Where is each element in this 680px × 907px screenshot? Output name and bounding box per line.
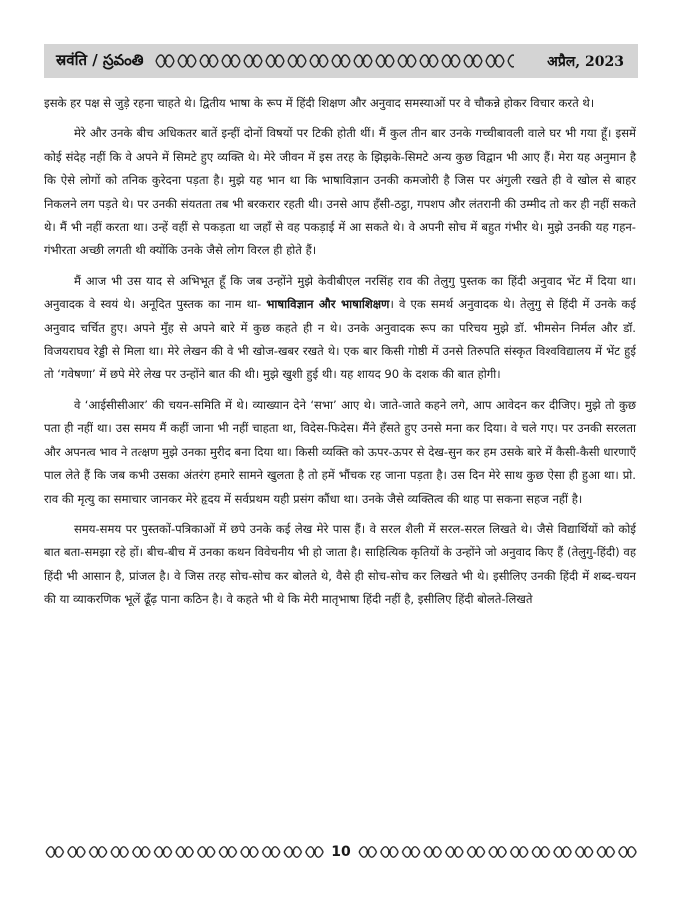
- article-body: [44, 92, 636, 619]
- paragraph: वे ‘आईसीसीआर’ की चयन-समिति में थे। व्याख्यान देने ‘सभा’ आए थे। जाते-जाते कहने लगे, आप आवेदन कर दीजिए। मुझे तो कुछ पता ही नहीं था। उस समय मैं कहीं जाना भी नहीं चाहता था, विदेस-फिदेस। मैंने हँसते हुए उनसे मना कर दिया। वे चले गए। पर उनकी सरलता और अपनत्व भाव ने तत्क्षण मुझे उनका मुरीद बना दिया था। किसी व्यक्ति को ऊपर-ऊपर से देख-सुन कर हम उसके बारे में कैसी-कैसी धारणाएँ पाल लेते हैं कि जब कभी उसका अंतरंग हमारे सामने खुलता है तो हमें भौंचक रह जाना पड़ता है। उस दिन मेरे साथ कुछ ऐसा ही हुआ था। प्रो. राव की मृत्यु का समाचार जानकर मेरे हृदय में सर्वप्रथम यही प्रसंग कौंधा था। उनके जैसे व्यक्तित्व की थाह पा सकना सहज नहीं है।: [44, 397, 636, 506]
- issue-date: अप्रैल, 2023: [547, 53, 624, 70]
- header-ornament: [154, 50, 538, 72]
- paragraph: मेरे और उनके बीच अधिकतर बातें इन्हीं दोनों विषयों पर टिकी होती थीं। मैं कुल तीन बार उनके गच्चीबावली वाले घर भी गया हूँ। इसमें कोई संदेह नहीं कि वे अपने में सिमटे हुए व्यक्ति थे। मेरे जीवन में इस तरह के झिझके-सिमटे अन्य कुछ विद्वान भी आए हैं। मेरा यह अनुमान है कि ऐसे लोगों को तनिक कुरेदना पड़ता है। मुझे यह भान था कि भाषाविज्ञान उनकी कमजोरी है जिस पर अंगुली रखते ही वे खोल से बाहर निकलने लग पड़ते थे। पर उनकी संयतता तब भी बरकरार रहती थी। उनसे आप हँसी-ठट्ठा, गपशप और लंतरानी की उम्मीद तो कर ही नहीं सकते थे। मैं भी नहीं करता था। उन्हें वहीं से पकड़ता था जहाँ से वह पकड़ाई में आ सकते थे। वे अपनी सोच में बहुत गंभीर थे। मुझे उनकी यह गहन-गंभीरता अच्छी लगती थी क्योंकि उनके जैसे लोग विरल ही होते हैं।: [44, 126, 636, 258]
- book-title: भाषाविज्ञान और भाषाशिक्षण: [266, 297, 390, 312]
- journal-title: स्रवंति / స్రవంతి: [56, 50, 144, 69]
- page-header: [44, 44, 638, 78]
- paragraph: समय-समय पर पुस्तकों-पत्रिकाओं में छपे उनके कई लेख मेरे पास हैं। वे सरल शैली में सरल-सरल लिखते थे। जैसे विद्यार्थियों को कोई बात बता-समझा रहे हों। बीच-बीच में उनका कथन विवेचनीय भी हो जाता है। साहित्यिक कृतियों के उन्होंने जो अनुवाद किए हैं (तेलुगु-हिंदी) वह हिंदी भी आसान है, प्रांजल है। वे जिस तरह सोच-सोच कर बोलते थे, वैसे ही सोच-सोच कर लिखते भी थे। इसीलिए उनकी हिंदी में शब्द-चयन की या व्याकरणिक भूलें ढूँढ़ पाना कठिन है। वे कहते भी थे कि मेरी मातृभाषा हिंदी नहीं है, इसीलिए हिंदी बोलते-लिखते: [44, 521, 636, 607]
- ornament-pattern-icon: [154, 50, 514, 72]
- page-number: 10: [331, 844, 351, 860]
- paragraph: इसके हर पक्ष से जुड़े रहना चाहते थे। द्वितीय भाषा के रूप में हिंदी शिक्षण और अनुवाद समस्याओं पर वे चौकन्ने होकर विचार करते थे।: [44, 96, 595, 110]
- footer-ornament-right-icon: [357, 842, 638, 862]
- paragraph-text: । वे एक समर्थ अनुवादक थे। तेलुगु से हिंदी में उनके कई अनुवाद चर्चित हुए। अपने मुँह से अपने बारे में कुछ कहते ही न थे। उनके अनुवादक रूप का परिचय मुझे डॉ. भीमसेन निर्मल और डॉ. विजयराघव रेड्डी से मिला था। मेरे लेखन की वे भी खोज-खबर रखते थे। एक बार किसी गोष्ठी में उनसे तिरुपति संस्कृत विश्वविद्यालय में भेंट हुई तो ‘गवेषणा’ में छपे मेरे लेख पर उन्होंने बात की थी। मुझे खुशी हुई थी। यह शायद 90 के दशक की बात होगी।: [44, 297, 636, 382]
- paragraph-text: मैं आज भी उस याद से अभिभूत हूँ कि जब उन्होंने मुझे केवीबीएल नरसिंह राव की तेलुगु पुस्तक का हिंदी अनुवाद भेंट में दिया था। अनुवादक वे स्वयं थे। अनूदित पुस्तक का नाम था-: [44, 273, 636, 312]
- footer-ornament-left-icon: [44, 842, 325, 862]
- paragraph: [44, 270, 636, 387]
- page-footer: [44, 840, 638, 864]
